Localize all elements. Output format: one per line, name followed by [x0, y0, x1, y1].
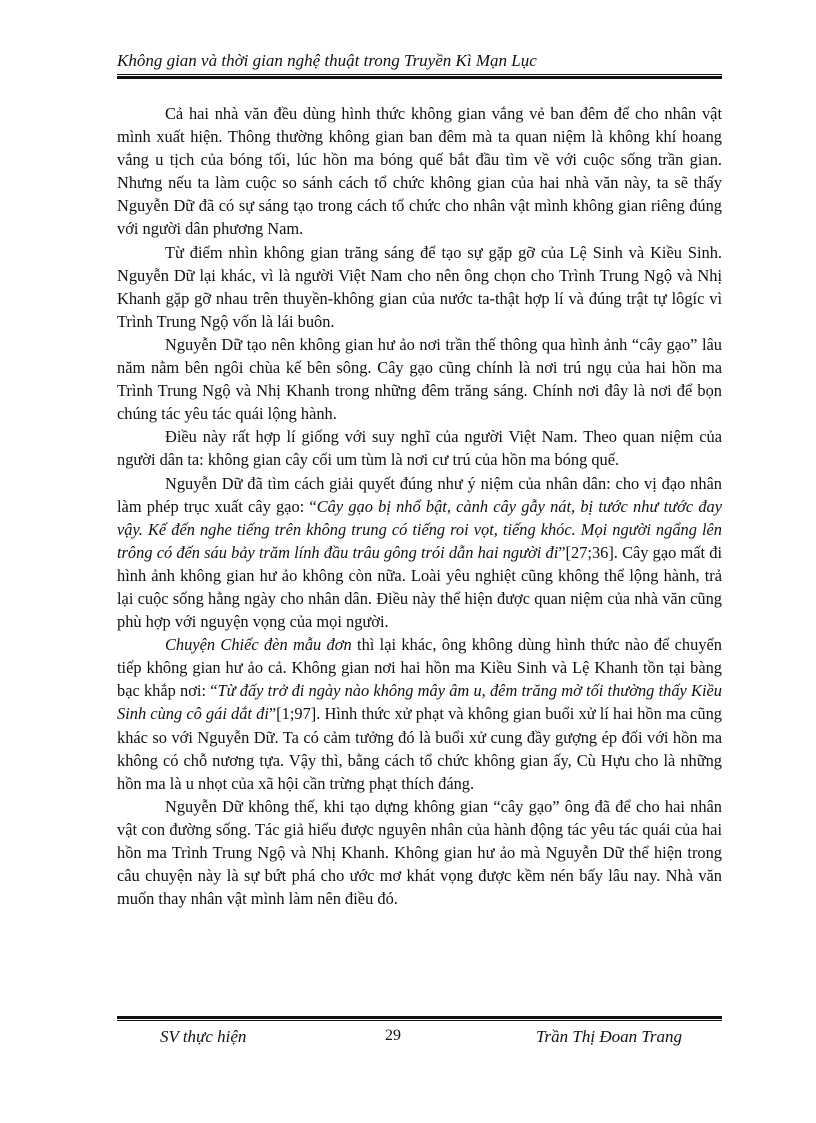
- paragraph: [117, 633, 722, 795]
- paragraph-text: Nguyễn Dữ không thế, khi tạo dựng không gian “cây gạo” ông đã để cho hai nhân vật con đường sống. Tác giả hiểu được nguyên nhân của hành động tác yêu tác quái của hai hồn ma Trình Trung Ngộ và Nhị Khanh. Không gian hư ảo mà Nguyễn Dữ thể hiện trong câu chuyện này là sự bứt phá cho ước mơ khát vọng được kềm nén bấy lâu nay. Nhà văn muốn thay nhân vật mình làm nên điều đó.: [117, 796, 722, 909]
- paragraph: [117, 472, 722, 634]
- paragraph: [117, 102, 722, 241]
- header-rule-thick: [117, 76, 722, 79]
- quotation-italic: Cây gạo bị nhổ bật, cành cây gẫy nát, bị tước như tước đay vậy. Kế đến nghe tiếng trên không trung có tiếng roi vọt, tiếng khóc. Mọi người ngẩng lên trông có đến sáu bảy trăm lính đầu trâu gông trói dẫn hai người đi: [117, 496, 723, 562]
- paragraph-text: ”[27;36]. Cây gạo mất đi hình ảnh không gian hư ảo không còn nữa. Loài yêu nghiệt cũng không thể lộng hành, trả lại cuộc sống hằng ngày cho nhân dân. Điều này thể hiện được quan niệm của nhà văn cũng phù hợp với nguyện vọng của mọi người.: [117, 542, 722, 632]
- paragraph: [117, 333, 722, 425]
- quotation-italic: Từ đấy trở đi ngày nào không mây âm u, đêm trăng mờ tối thường thấy Kiều Sinh cùng cô gái dắt đi: [117, 681, 722, 724]
- paragraph-text: Nguyễn Dữ đã tìm cách giải quyết đúng như ý niệm của nhân dân: cho vị đạo nhân làm phép trục xuất cây gạo: “: [117, 473, 722, 516]
- paragraph: [117, 795, 722, 910]
- work-title-italic: Chuyện Chiếc đèn mẫu đơn: [165, 635, 352, 655]
- paragraph: [117, 425, 722, 471]
- paragraph-text: thì lại khác, ông không dùng hình thức nào để chuyển tiếp không gian hư ảo cả. Không gian nơi hai hồn ma Kiều Sinh và Lệ Khanh tồn tại bàng bạc khắp nơi: “: [117, 635, 722, 701]
- paragraph-text: Từ điểm nhìn không gian trăng sáng để tạo sự gặp gỡ của Lệ Sinh và Kiều Sinh. Nguyễn Dữ lại khác, vì là người Việt Nam cho nên ông chọn cho Trình Trung Ngộ và Nhị Khanh gặp gỡ nhau trên thuyền-không gian của nước ta-thật hợp lí và đúng trật tự lôgíc vì Trình Trung Ngộ vốn là lái buôn.: [117, 242, 722, 331]
- footer-author-label: SV thực hiện: [160, 1027, 247, 1046]
- document-body: [117, 102, 722, 910]
- page-header: [117, 50, 722, 79]
- footer-rule-thick: [117, 1016, 722, 1019]
- paragraph-text: Cả hai nhà văn đều dùng hình thức không gian vắng vẻ ban đêm để cho nhân vật mình xuất hiện. Thông thường không gian ban đêm mà ta quan niệm là không khí hoang vắng u tịch của bóng tối, lúc hồn ma bóng quế bắt đầu tìm về với cuộc sống trần gian. Nhưng nếu ta làm cuộc so sánh cách tổ chức không gian của hai nhà văn này, ta sẽ thấy Nguyễn Dữ đã có sự sáng tạo trong cách tổ chức cho nhân vật mình không gian riêng đúng với người dân phương Nam.: [117, 104, 722, 239]
- page-number: 29: [385, 1027, 401, 1044]
- page-footer: [117, 1016, 722, 1053]
- header-title: Không gian và thời gian nghệ thuật trong Truyền Kì Mạn Lục: [117, 51, 537, 70]
- paragraph-text: Nguyễn Dữ tạo nên không gian hư ảo nơi trần thế thông qua hình ảnh “cây gạo” lâu năm nằm bên ngôi chùa kế bên sông. Cây gạo cũng chính là nơi trú ngụ của hai hồn ma Trình Trung Ngộ và Nhị Khanh trong những đêm trăng sáng. Chính nơi đây là nơi để bọn chúng tác yêu tác quái lộng hành.: [117, 334, 722, 424]
- footer-rule-thin: [117, 1020, 722, 1021]
- header-rule-thin: [117, 74, 722, 75]
- paragraph-text: ”[1;97]. Hình thức xử phạt và không gian buổi xử lí hai hồn ma cũng khác so với Nguyễn Dữ. Ta có cảm tưởng đó là buổi xử cung đầy gượng ép đối với hồn ma không có chỗ nương tựa. Vậy thì, bằng cách tổ chức không gian ấy, Cù Hựu cho là những hồn ma là u nhọt của xã hội cần trừng phạt thích đáng.: [117, 704, 722, 793]
- paragraph: [117, 241, 722, 333]
- paragraph-text: Điều này rất hợp lí giống với suy nghĩ của người Việt Nam. Theo quan niệm của người dân ta: không gian cây cối um tùm là nơi cư trú của hồn ma bóng quế.: [117, 427, 722, 470]
- footer-author-name: Trần Thị Đoan Trang: [536, 1027, 682, 1046]
